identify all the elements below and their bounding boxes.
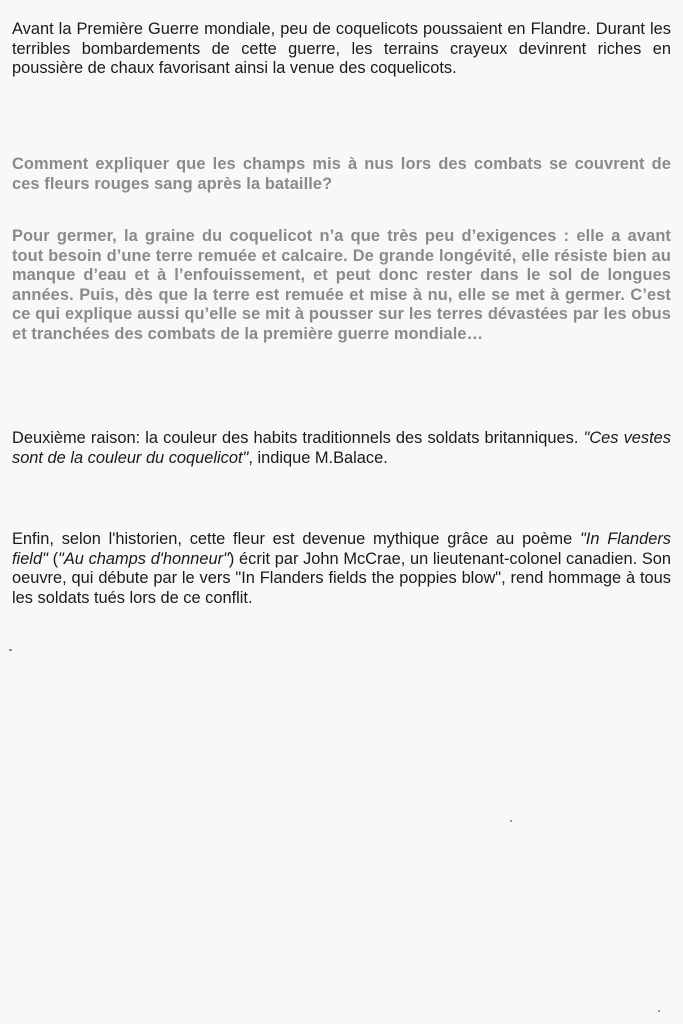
balace-quote: "Ces vestes sont de la couleur du coquelicot" xyxy=(12,429,671,467)
second-reason-intro: Deuxième raison: la couleur des habits traditionnels des soldats britanniques. xyxy=(12,429,584,447)
second-reason-outro: , indique M.Balace. xyxy=(248,448,388,467)
poem-title-english: "In Flanders field" xyxy=(12,530,672,568)
second-reason-paragraph xyxy=(12,429,671,468)
poem-paragraph xyxy=(12,530,671,608)
scan-speck xyxy=(510,820,512,822)
poem-title-french: "Au champs d'honneur" xyxy=(58,549,229,568)
poem-paragraph-part-2: ( xyxy=(47,549,59,568)
answer-paragraph: Pour germer, la graine du coquelicot n’a que très peu d’exigences : elle a avant tout besoin d’une terre remuée et calcaire. De grande longévité, elle résiste bien au manque d’eau et à l’enfouissement, et peut donc rester dans le sol de longues années. Puis, dès que la terre est remuée et mise à nu, elle se met à germer. C’est ce qui explique aussi qu’elle se mit à pousser sur les terres dévastées par les obus et tranchées des combats de la première guerre mondiale… xyxy=(12,227,671,343)
intro-paragraph: Avant la Première Guerre mondiale, peu de coquelicots poussaient en Flandre. Durant les terribles bombardements de cette guerre, les terrains crayeux devinrent riches en poussière de chaux favorisant ainsi la venue des coquelicots. xyxy=(12,20,671,77)
scan-speck xyxy=(9,649,12,651)
scan-speck xyxy=(658,1010,660,1012)
poem-paragraph-part-3: ) écrit par John McCrae, un lieutenant-colonel canadien. Son oeuvre, qui débute par le vers "In Flanders fields the poppies blow", rend hommage à tous les soldats tués lors de ce conflit. xyxy=(12,549,671,607)
poem-paragraph-part-1: Enfin, selon l'historien, cette fleur est devenue mythique grâce au poème xyxy=(12,530,580,548)
question-paragraph: Comment expliquer que les champs mis à nus lors des combats se couvrent de ces fleurs rouges sang après la bataille? xyxy=(12,155,671,193)
